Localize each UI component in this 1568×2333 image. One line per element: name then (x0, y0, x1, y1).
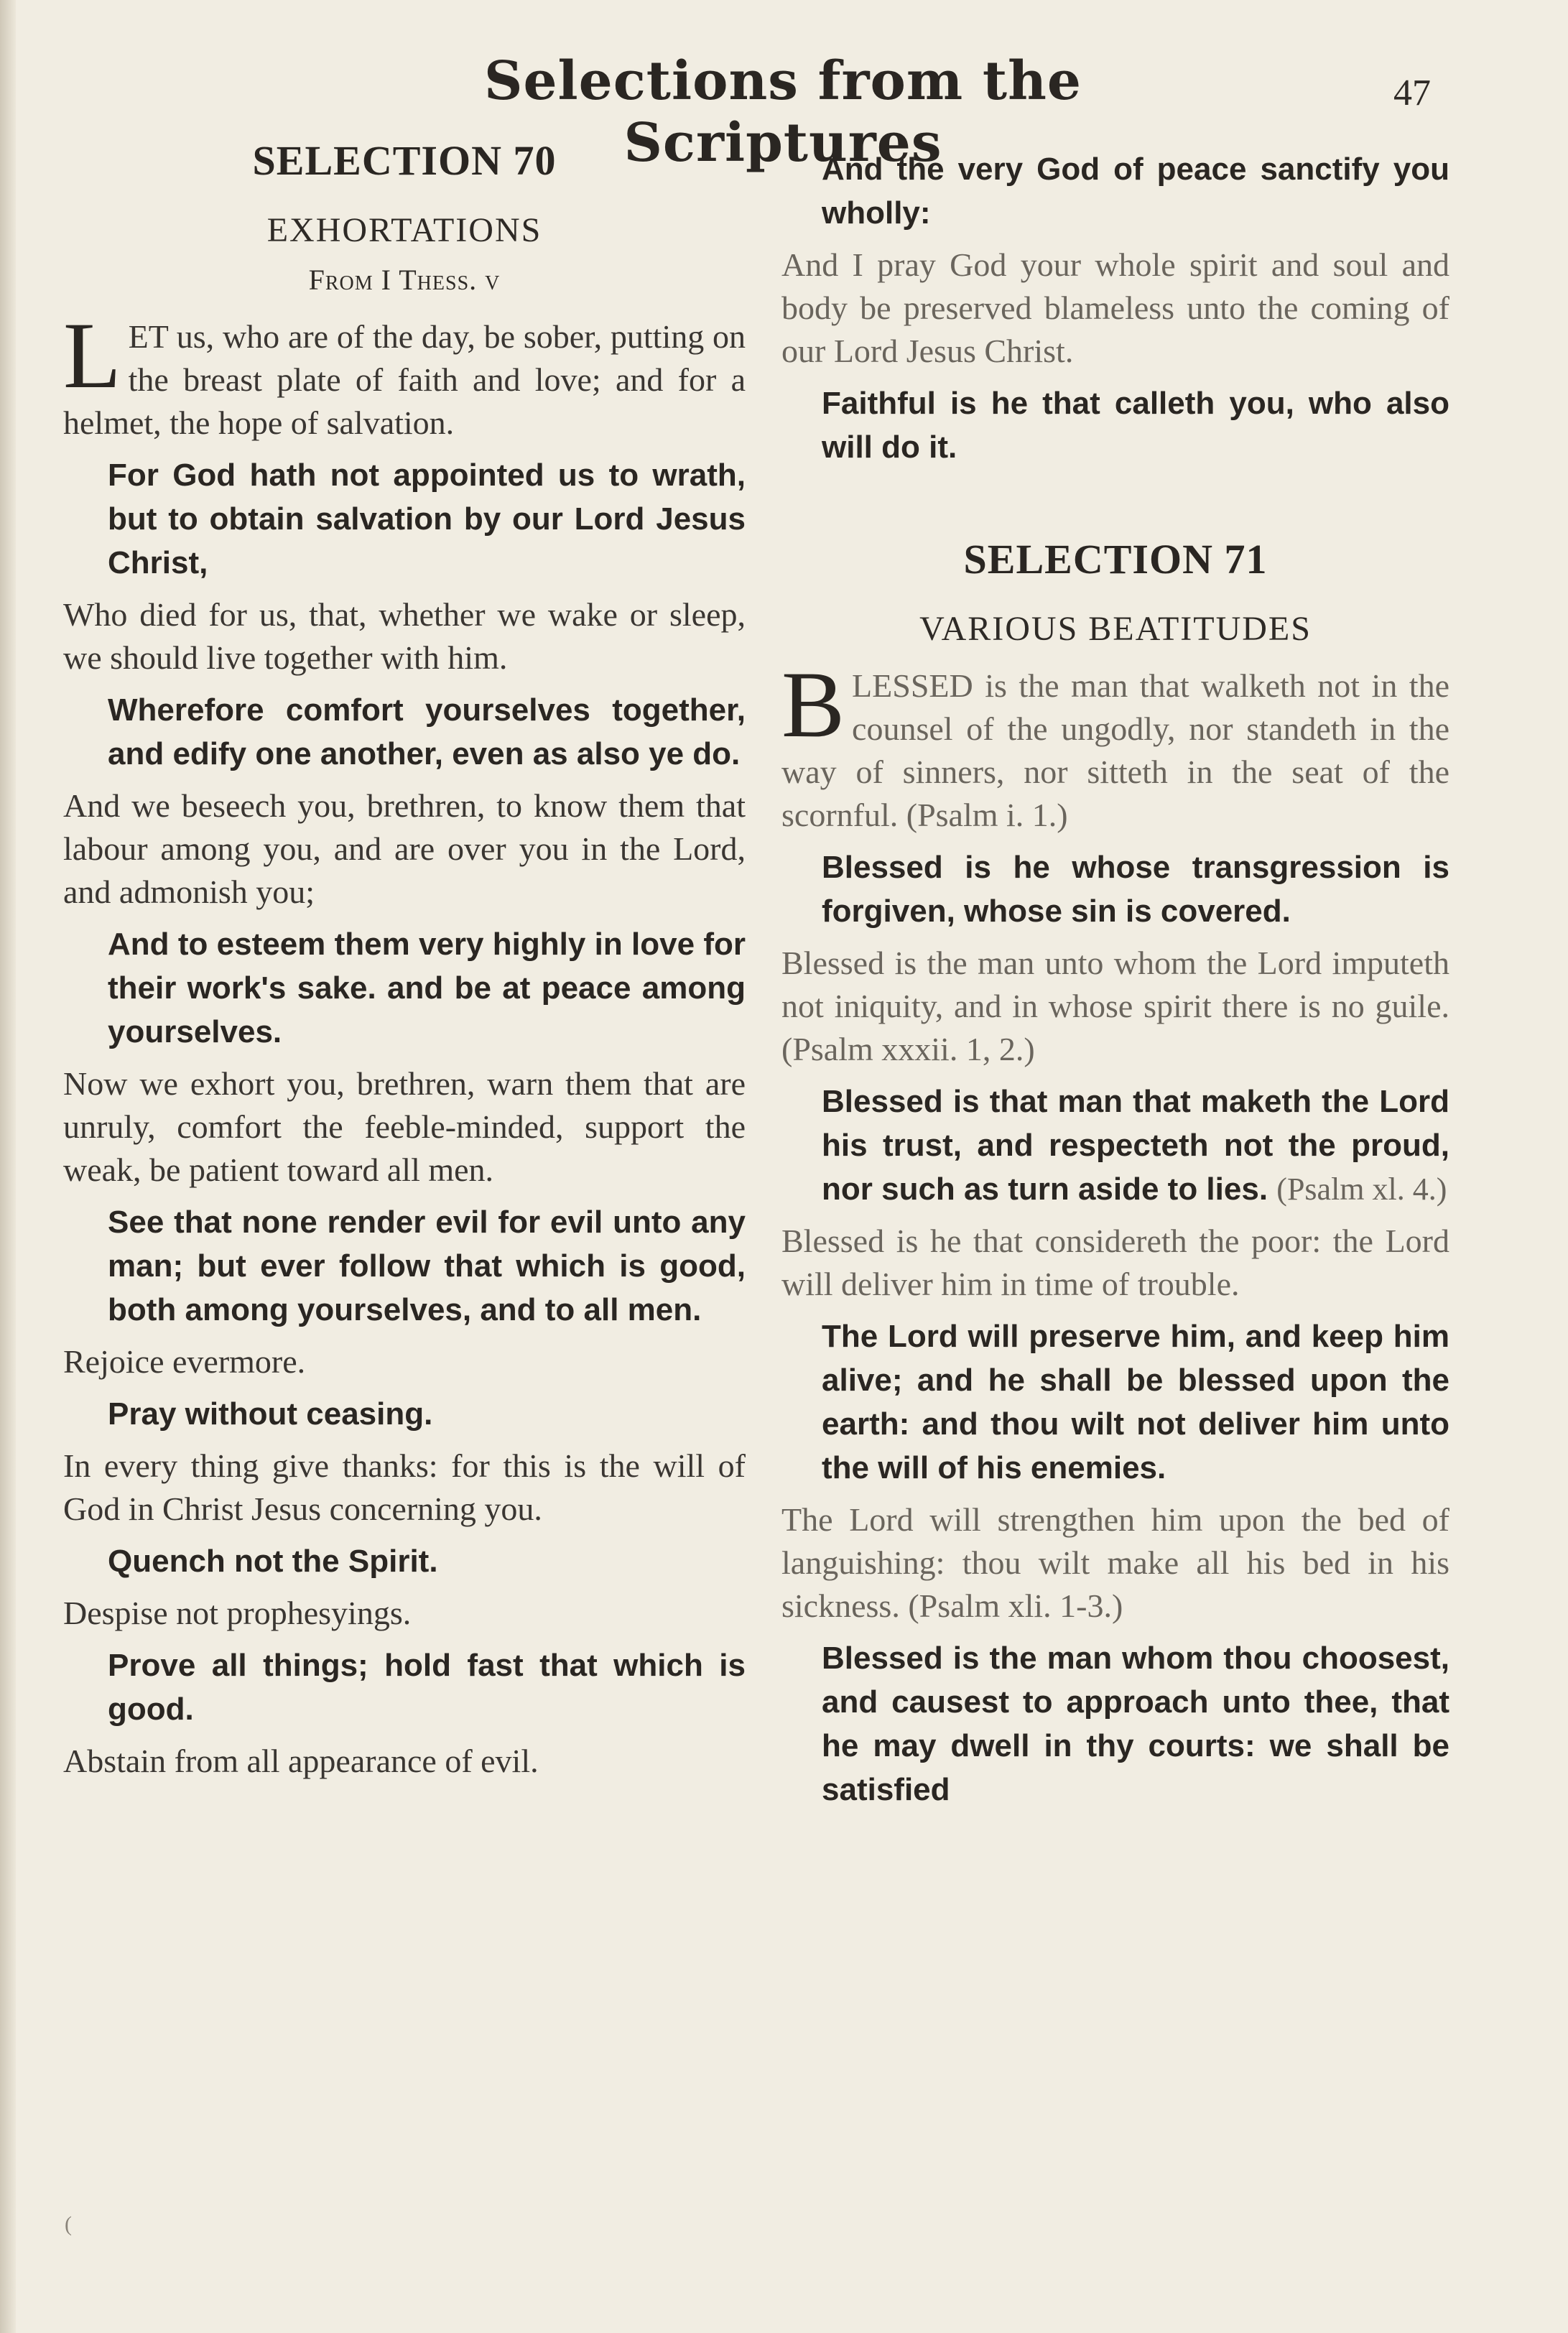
drop-cap: L (63, 302, 121, 408)
leader-verse (781, 942, 1449, 1071)
people-response: Quench not the Spirit. (108, 1544, 438, 1579)
verse-text: LESSED is the man that walketh not in the counsel of the ungodly, nor standeth in the way of sinners, nor sitteth in the seat of the scornful. (781, 667, 1449, 833)
leader-verse: Rejoice evermore. (63, 1343, 306, 1380)
selection-70-source: From I Thess. v (308, 264, 501, 296)
citation: (Psalm xli. 1-3.) (908, 1587, 1123, 1624)
people-response: See that none render evil for evil unto any man; but ever follow that which is good, both among yourselves, and to all men. (108, 1205, 746, 1327)
leader-verse: And we beseech you, brethren, to know them that labour among you, and are over you in the Lord, and admonish you; (63, 787, 746, 910)
verse-text: Blessed is the man unto whom the Lord imputeth not iniquity, and in whose spirit there is no guile. (781, 945, 1449, 1024)
running-title: Selections from the Scriptures (484, 50, 1082, 174)
selection-70-subtitle: EXHORTATIONS (266, 211, 542, 249)
people-response: And to esteem them very highly in love for their work's sake. and be at peace among yourselves. (108, 927, 746, 1049)
leader-verse (781, 651, 1449, 837)
response-text: Blessed is that man that maketh the Lord his trust, and respecteth not the proud, nor such as turn aside to lies. (822, 1084, 1449, 1207)
leader-verse: Abstain from all appearance of evil. (63, 1743, 539, 1779)
verse-text: ET us, who are of the day, be sober, putting on the breast plate of faith and love; and for a helmet, the hope of salvation. (63, 318, 746, 441)
people-response: Blessed is the man whom thou choosest, and causest to approach unto thee, that he may dwell in thy courts: we shall be satisfied (822, 1641, 1449, 1807)
leader-verse: Despise not prophesyings. (63, 1595, 412, 1631)
people-response: Prove all things; hold fast that which is good. (108, 1648, 746, 1727)
page-number: 47 (1393, 73, 1431, 113)
leader-verse: Blessed is he that considereth the poor: the Lord will deliver him in time of trouble. (781, 1223, 1449, 1302)
leader-verse: Now we exhort you, brethren, warn them that are unruly, comfort the feeble-minded, support the weak, be patient toward all men. (63, 1065, 746, 1188)
people-response: Blessed is he whose transgression is forgiven, whose sin is covered. (822, 850, 1449, 929)
verse-text: The Lord will strengthen him upon the bed of languishing: thou wilt make all his bed in his sickness. (781, 1501, 1449, 1624)
leader-verse: In every thing give thanks: for this is the will of God in Christ Jesus concerning you. (63, 1447, 746, 1527)
people-response: For God hath not appointed us to wrath, but to obtain salvation by our Lord Jesus Christ, (108, 458, 746, 580)
leader-verse (781, 1498, 1449, 1628)
leader-verse: And I pray God your whole spirit and soul and body be preserved blameless unto the coming of our Lord Jesus Christ. (781, 246, 1449, 369)
left-column (63, 136, 746, 1791)
page-binding-edge (0, 0, 16, 2333)
citation: (Psalm xl. 4.) (1276, 1172, 1447, 1207)
selection-71-subtitle: VARIOUS BEATITUDES (919, 610, 1312, 648)
selection-70-title: SELECTION 70 (252, 137, 557, 184)
people-response: And the very God of peace sanctify you wholly: (822, 152, 1449, 231)
citation: (Psalm xxxii. 1, 2.) (781, 1031, 1035, 1067)
citation: (Psalm i. 1.) (906, 797, 1068, 833)
paper-mark: ( (65, 2212, 72, 2236)
people-response: Pray without ceasing. (108, 1396, 433, 1432)
drop-cap: B (781, 651, 845, 757)
people-response: Wherefore comfort yourselves together, and edify one another, even as also ye do. (108, 692, 746, 771)
people-response: Faithful is he that calleth you, who also will do it. (822, 386, 1449, 465)
people-response (781, 1080, 1449, 1211)
leader-verse: Who died for us, that, whether we wake or sleep, we should live together with him. (63, 596, 746, 676)
selection-71-title: SELECTION 71 (963, 536, 1268, 583)
leader-verse (63, 302, 746, 445)
people-response: The Lord will preserve him, and keep him alive; and he shall be blessed upon the earth: and thou wilt not deliver him unto the will of his enemies. (822, 1319, 1449, 1485)
right-column (781, 147, 1449, 1820)
